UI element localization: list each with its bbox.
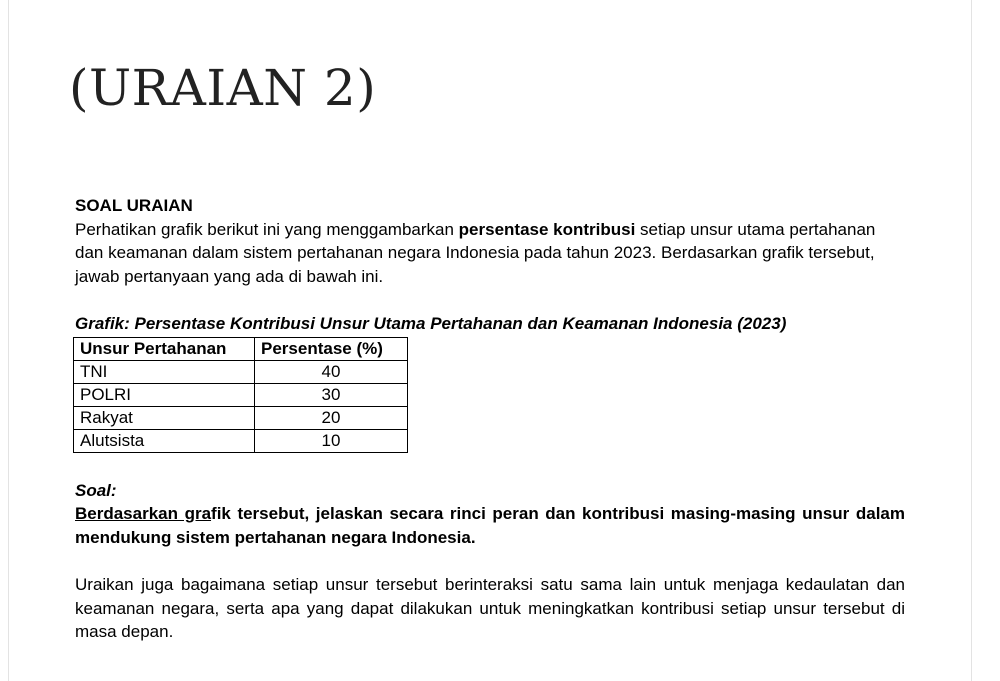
spacer: [75, 288, 905, 312]
table-header-unsur: Unsur Pertahanan: [74, 337, 255, 360]
soal-heading: Soal:: [75, 480, 117, 500]
table-header-row: [74, 337, 408, 360]
graph-title: Grafik: Persentase Kontribusi Unsur Utama Pertahanan dan Keamanan Indonesia (2023): [75, 314, 787, 333]
table-row: [74, 406, 408, 429]
document-body: [75, 194, 905, 644]
table-cell-persentase: 30: [255, 383, 408, 406]
soal-label: SOAL URAIAN: [75, 196, 193, 215]
followup-paragraph: Uraikan juga bagaimana setiap unsur tersebut berinteraksi satu sama lain untuk menjaga kedaulatan dan keamanan negara, serta apa yang dapat dilakukan untuk meningkatkan kontribusi setiap unsur tersebut di masa depan.: [75, 575, 905, 641]
question-text: [75, 502, 905, 549]
intro-text-1: Perhatikan grafik berikut ini yang menggambarkan: [75, 219, 459, 239]
table-cell-persentase: 20: [255, 406, 408, 429]
table-cell-unsur: Alutsista: [74, 429, 255, 452]
data-table: [73, 337, 408, 453]
table-row: [74, 360, 408, 383]
intro-paragraph: [75, 218, 905, 289]
table-cell-unsur: POLRI: [74, 383, 255, 406]
intro-bold: persentase kontribusi: [458, 219, 636, 239]
table-cell-persentase: 40: [255, 360, 408, 383]
table-cell-persentase: 10: [255, 429, 408, 452]
table-cell-unsur: TNI: [74, 360, 255, 383]
table-row: [74, 383, 408, 406]
page-title: (URAIAN 2): [69, 59, 377, 117]
question-rest: fik tersebut, jelaskan secara rinci peran dan kontribusi masing-masing unsur dalam mendukung sistem pertahanan negara Indonesia.: [75, 504, 905, 547]
table-header-persentase: Persentase (%): [255, 337, 408, 360]
spacer: [75, 549, 905, 573]
intro-text-2: setiap unsur utama pertahanan dan keamanan dalam sistem pertahanan negara Indonesia pada tahun 2023. Berdasarkan grafik tersebut, jawab pertanyaan yang ada di bawah ini.: [75, 219, 876, 286]
question-underlined: Berdasarkan gra: [75, 504, 212, 523]
table-row: [74, 429, 408, 452]
table-cell-unsur: Rakyat: [74, 406, 255, 429]
spacer: [75, 453, 905, 479]
